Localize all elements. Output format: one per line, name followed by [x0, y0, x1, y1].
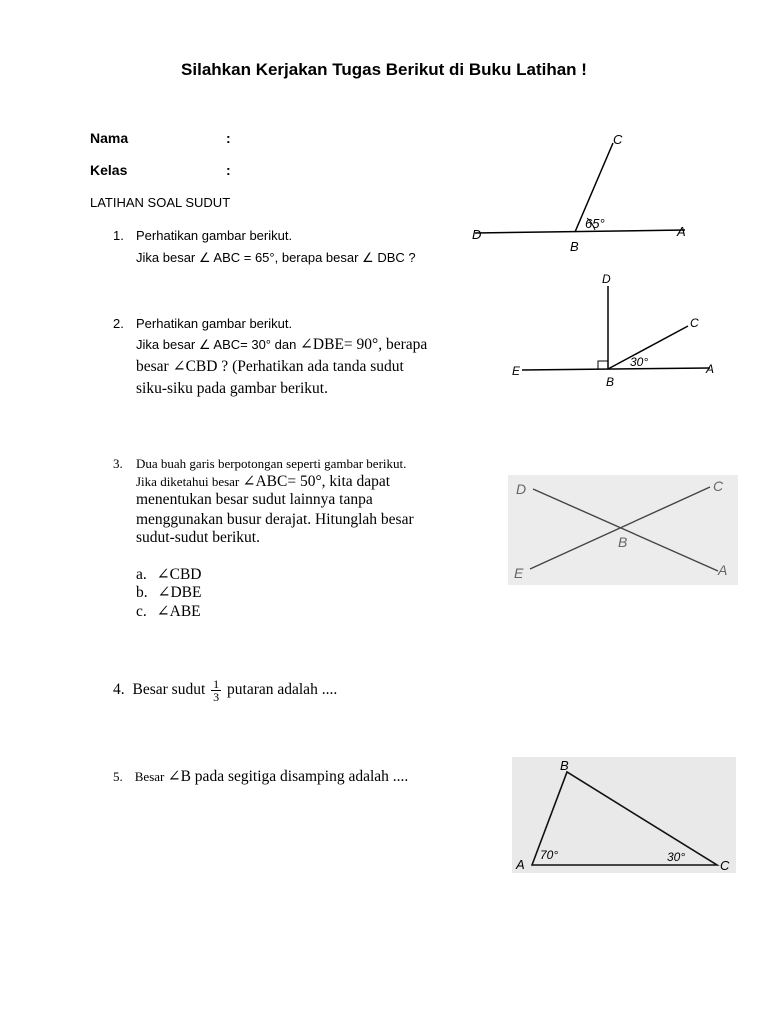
q3-label-c: C	[713, 478, 724, 494]
q3-item-a	[136, 565, 202, 585]
q3-item-c-letter: c.	[136, 603, 147, 620]
q5-label-b: B	[560, 758, 569, 773]
q2-line3: besar ∠CBD ? (Perhatikan ada tanda sudut	[136, 358, 404, 375]
kelas-label: Kelas	[90, 162, 128, 178]
q1-angle-label: 65°	[585, 216, 605, 231]
q3-line1: Dua buah garis berpotongan seperti gambar berikut.	[136, 456, 407, 471]
kelas-colon: :	[226, 162, 231, 178]
q5-text-b: ∠B pada segitiga disamping adalah ....	[167, 768, 409, 785]
q3-item-a-letter: a.	[136, 566, 147, 583]
q2-label-a: A	[706, 362, 715, 376]
q3-line2-b: ∠ABC= 50°, kita dapat	[242, 473, 391, 490]
q2-line2-a: Jika besar ∠ ABC= 30° dan	[136, 337, 300, 352]
q2-label-c: C	[690, 316, 699, 330]
q3-figure-background	[508, 475, 738, 585]
q4-text-a: Besar sudut	[132, 681, 206, 699]
q3-line3: menentukan besar sudut lainnya tanpa	[136, 491, 373, 508]
section-title: LATIHAN SOAL SUDUT	[90, 195, 231, 210]
q4-fraction-denominator: 3	[213, 690, 220, 704]
q2-label-e: E	[512, 364, 521, 378]
q1-label-a: A	[677, 224, 686, 239]
q3-number: 3.	[113, 456, 123, 471]
nama-label: Nama	[90, 130, 129, 146]
q4-fraction-numerator: 1	[213, 677, 220, 691]
q2-right-angle-mark	[598, 361, 608, 369]
q4-line	[113, 678, 337, 703]
q5-label-c: C	[720, 858, 730, 873]
q1-label-d: D	[472, 227, 482, 242]
q4-fraction	[211, 678, 221, 703]
q5-line	[113, 767, 408, 786]
q3-line5: sudut-sudut berikut.	[136, 529, 260, 546]
q3-item-b-letter: b.	[136, 584, 148, 601]
q4-text-b: putaran adalah ....	[227, 681, 338, 699]
q5-label-a: A	[516, 857, 525, 872]
q3-label-d: D	[516, 481, 527, 497]
q2-label-d: D	[602, 272, 611, 286]
q3-label-a: A	[718, 562, 728, 578]
q3-label-e: E	[514, 565, 524, 581]
q1-line1: Perhatikan gambar berikut.	[136, 228, 293, 243]
q3-item-c-text: ∠ABE	[156, 603, 201, 620]
q4-number: 4.	[113, 681, 125, 699]
q3-item-b-text: ∠DBE	[157, 584, 202, 601]
q3-line4: menggunakan busur derajat. Hitunglah besar	[136, 511, 414, 528]
q1-line2: Jika besar ∠ ABC = 65°, berapa besar ∠ DBC ?	[136, 250, 416, 265]
q2-line2	[136, 335, 427, 354]
page-title: Silahkan Kerjakan Tugas Berikut di Buku Latihan !	[181, 60, 587, 79]
q2-number: 2.	[113, 316, 124, 331]
q3-item-a-text: ∠CBD	[156, 566, 202, 583]
q3-figure	[508, 475, 738, 585]
nama-colon: :	[226, 130, 231, 146]
q5-number: 5.	[113, 769, 123, 784]
q1-label-b: B	[570, 239, 579, 254]
q1-line-da	[475, 230, 685, 233]
q3-line2-a: Jika diketahui besar	[136, 474, 243, 489]
q1-number: 1.	[113, 228, 124, 243]
q3-item-b	[136, 583, 202, 603]
q2-figure	[510, 268, 730, 393]
q5-angle-c-label: 30°	[667, 850, 686, 864]
q5-figure	[512, 757, 736, 873]
q3-label-b: B	[618, 534, 628, 550]
q2-label-b: B	[606, 375, 615, 389]
q2-line4: siku-siku pada gambar berikut.	[136, 380, 328, 397]
q5-angle-a-label: 70°	[540, 848, 559, 862]
q5-text-a: Besar	[134, 769, 168, 784]
q1-label-c: C	[613, 132, 623, 147]
q2-angle-label: 30°	[630, 355, 649, 369]
q2-line-ea	[522, 368, 710, 370]
q2-line2-b: ∠DBE= 90°, berapa	[299, 336, 428, 353]
q1-figure	[470, 130, 700, 255]
q2-line1: Perhatikan gambar berikut.	[136, 316, 293, 331]
q3-line2	[136, 472, 390, 491]
q3-item-c	[136, 602, 201, 622]
